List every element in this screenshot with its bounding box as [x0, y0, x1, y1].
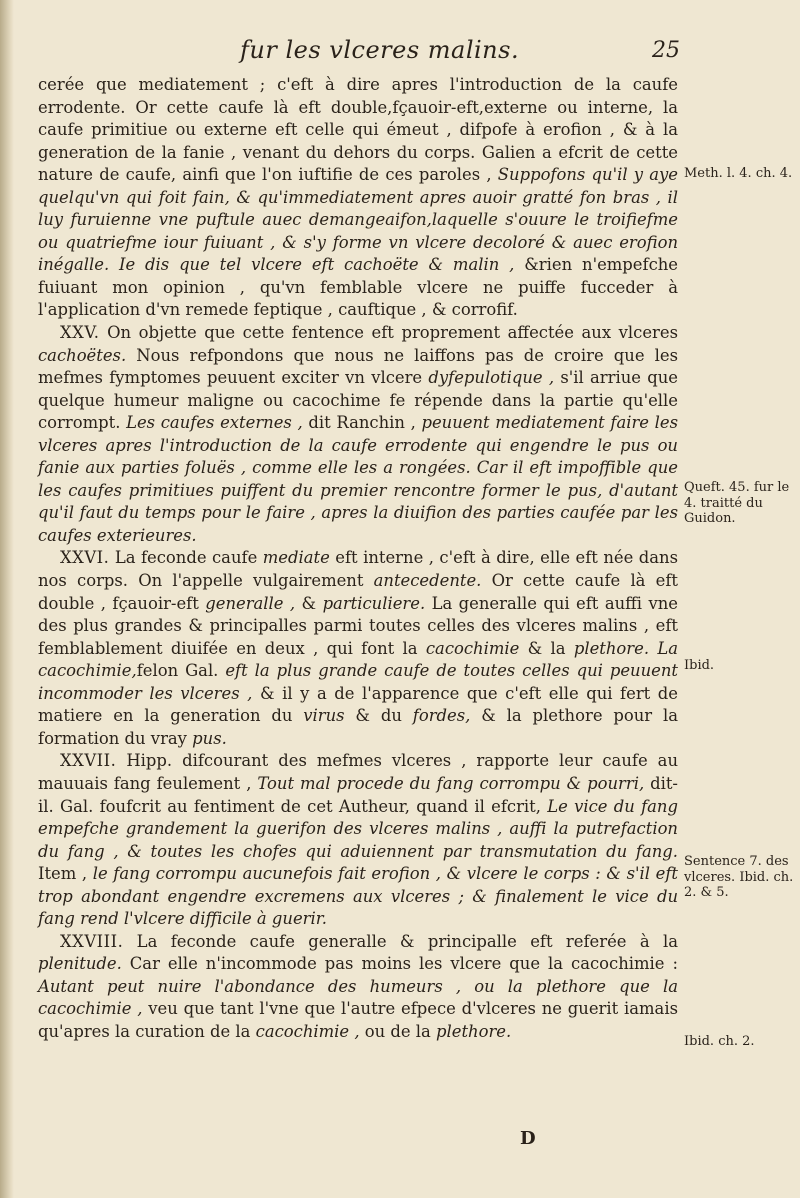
text-run: &rien n'empefche fuiuant mon opinion , qu'vn femblable vlcere ne puiffe fucceder à l'application d'vn remede feptique , cauftique , & corrofif.	[38, 255, 679, 320]
page-header	[60, 36, 680, 70]
section-xxvii	[38, 750, 678, 930]
text-run: & la	[519, 638, 574, 658]
text-run: &	[295, 593, 323, 613]
text-run: Hipp. difcourant des mefmes vlceres , rapporte leur caufe au mauuais fang feulement ,	[38, 751, 678, 793]
text-run: La generalle qui eft auffi vne des plus grandes & principalles parmi toutes celles des vlceres malins , eft femblablement diuifée en deux , qui font la	[38, 593, 678, 658]
italic-run: cachoëtes.	[38, 345, 127, 365]
italic-run: le fang corrompu aucunefois fait erofion , & vlcere le corps : & s'il eft trop abondant engendre excremens aux vlceres ; & finalement le vice du fang rend l'vlcere difficile à guerir.	[38, 864, 678, 929]
italic-run: peuuent mediatement faire les vlceres apres l'introduction de la caufe errodente qui engendre le pus ou fanie aux parties foluës , comme elle les a rongées. Car il eft impoffible que les caufes primitiues puiffent du premier rencontre former le pus, d'autant qu'il faut du temps pour le faire , apres la diuifion des parties caufée par les caufes exterieures.	[38, 413, 679, 545]
italic-run: fordes,	[412, 706, 471, 726]
text-run: ou de la	[359, 1021, 437, 1041]
section-xxviii	[38, 931, 678, 1044]
text-run: eft interne , c'eft à dire, elle eft née dans nos corps. On l'appelle vulgairement	[38, 548, 678, 591]
section-number: XXVIII.	[60, 931, 124, 951]
text-run: Item ,	[38, 864, 93, 884]
section-xxv	[38, 322, 678, 547]
section-number: XXVII.	[60, 751, 117, 771]
italic-run: cacochimie	[425, 638, 520, 658]
text-run: La feconde caufe	[109, 548, 263, 568]
italic-run: Autant peut nuire l'abondance des humeurs , ou la plethore que la cacochimie ,	[38, 976, 678, 1019]
text-run: & du	[344, 706, 413, 726]
italic-run: plenitude.	[38, 954, 122, 974]
signature-mark: D	[520, 1128, 537, 1149]
margin-note-ibid-ch2: Ibid. ch. 2.	[684, 1034, 755, 1049]
page-gutter-shadow	[0, 0, 14, 1198]
section-xxvi	[38, 547, 678, 750]
italic-run: dyfepulotique ,	[428, 368, 555, 388]
margin-note-sentence: Sentence 7. des vlceres. Ibid. ch. 2. & 5.	[684, 854, 794, 900]
running-title: fur les vlceres malins.	[240, 36, 520, 64]
section-number: XXV.	[60, 323, 100, 343]
text-run: La feconde caufe generalle & principalle eft referée à la	[123, 931, 678, 951]
italic-run: generalle ,	[205, 593, 296, 613]
italic-run: antecedente.	[373, 571, 482, 591]
italic-run: plethore. La cacochimie,	[38, 638, 679, 681]
italic-run: virus	[303, 706, 345, 726]
paragraph-continued	[38, 74, 678, 322]
page-number: 25	[652, 38, 680, 63]
italic-run: Suppofons qu'il y aye quelqu'vn qui foit fain, & qu'immediatement apres auoir gratté fon bras , il luy furuienne vne puftule auec demangeaifon,laquelle s'ouure le troifiefme ou quatriefme iour fuiuant , & s'y forme vn vlcere decoloré & auec erofion inégalle. Ie dis que tel vlcere eft cachoëte & malin ,	[38, 165, 679, 275]
italic-run: plethore.	[436, 1021, 512, 1041]
italic-run: mediate	[262, 548, 330, 568]
margin-note-meth: Meth. l. 4. ch. 4.	[684, 166, 793, 181]
text-run: cerée que mediatement ; c'eft à dire apres l'introduction de la caufe errodente. Or cette caufe là eft double,fçauoir-eft,externe ou interne, la caufe primitiue ou externe eft celle qui émeut , difpofe à erofion , & à la generation de la fanie , venant du dehors du corps. Galien a efcrit de cette nature de caufe, ainfi que l'on iuftifie de ces paroles ,	[38, 75, 678, 185]
margin-note-ibid: Ibid.	[684, 658, 715, 673]
section-number: XXVI.	[60, 548, 110, 568]
text-run: Or cette caufe là eft double , fçauoir-eft	[38, 571, 678, 613]
text-run: s'il arriue que quelque humeur maligne ou cacochime fe répende dans la partie qu'elle corrompt.	[38, 368, 678, 433]
text-run: Nous refpondons que nous ne laiffons pas de croire que les mefmes fymptomes peuuent exciter vn vlcere	[38, 345, 678, 388]
italic-run: Le vice du fang empefche grandement la guerifon des vlceres malins , auffi la putrefaction du fang , & toutes les chofes qui aduiennent par transmutation du fang.	[38, 796, 678, 861]
text-run: veu que tant l'vne que l'autre efpece d'vlceres ne guerit iamais qu'apres la curation de la	[38, 999, 678, 1041]
italic-run: pus.	[192, 728, 227, 748]
main-text	[38, 74, 678, 1044]
text-run: felon Gal.	[136, 661, 226, 681]
text-run: On objette que cette fentence eft proprement affectée aux vlceres	[99, 323, 678, 343]
italic-run: Tout mal procede du fang corrompu & pourri,	[257, 773, 645, 793]
margin-note-queft: Queft. 45. fur le 4. traitté du Guidon.	[684, 480, 790, 526]
italic-run: eft la plus grande caufe de toutes celles qui peuuent incommoder les vlceres ,	[38, 661, 678, 703]
text-run: dit Ranchin ,	[302, 413, 422, 433]
italic-run: particuliere.	[322, 593, 426, 613]
italic-run: Les caufes externes ,	[126, 413, 303, 433]
text-run: Car elle n'incommode pas moins les vlcere que la cacochimie :	[121, 954, 678, 974]
text-run: dit-il. Gal. foufcrit au fentiment de cet Autheur, quand il efcrit,	[38, 773, 678, 816]
text-run: & il y a de l'apparence que c'eft elle qui fert de matiere en la generation du	[38, 683, 678, 726]
italic-run: cacochimie ,	[255, 1021, 360, 1041]
text-run: & la plethore pour la formation du vray	[38, 706, 678, 748]
